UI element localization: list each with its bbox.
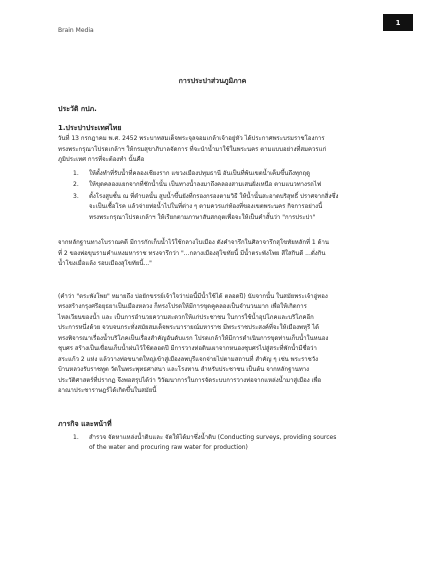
text-line: จะเป็นเชื้อโรค แล้วจ่ายท่อน้ำไปในที่ต่าง ๆ ตามควรแก่ท้องที่ของเขตพระนคร กิจการอย่างนี้ bbox=[89, 203, 323, 210]
text-line: จากหลักฐานทางโบราณคดี มีการกักเก็บน้ำไว้ใช้กลางโบเมือง ดังคำจารึกในศิลาจารึกสุโขทัยหลักที่ 1 ด้าน bbox=[58, 239, 329, 246]
text-line: (คำว่า "ตระพังโพย" หมายถึง บ่อยักขรรย์เจ้าใจว่าบ่อนี้มีน้ำใช้ได้ ตลอดปี) นับจากนั้น ในสมัยพระเจ้าอู่ทอง bbox=[58, 292, 328, 300]
text-line: ทรงสร้างกรุงศรีอยุธยาเป็นเมืองหลวง ก็ทรงโปรดให้มีการขุดคูคลองเป็นจำนวนมาก เพื่อให้เกิดการ bbox=[58, 303, 307, 310]
text-line: อาณาประชาราษฎร์ได้เกิดขึ้นในสมัยนี้ bbox=[58, 387, 157, 394]
list-number: 2. bbox=[73, 181, 79, 188]
duties-heading: ภารกิจ และหน้าที่ bbox=[58, 419, 112, 428]
text-line: น้ำโขงเมื่อแล้ง รอบเมืองสุโขทัยนี้..." bbox=[58, 260, 152, 267]
intro-paragraph bbox=[58, 134, 380, 166]
text-line: ให้ขุดคลองแยกจากที่ชักน้ำนั้น เป็นทางน้ำลงมาถึงคลองสามเสนฝั่งเหนือ ตามแนวทางรถไฟ bbox=[89, 181, 322, 188]
intro-list bbox=[58, 169, 380, 224]
document-body bbox=[58, 104, 380, 455]
text-line: ประการหนึ่งด้วย จวบจนกระทั่งสมัยสมเด็จพระนารายณ์มหาราช มีพระราชประสงค์ที่จะให้เมืองพหุรี ได้ bbox=[58, 324, 319, 331]
text-line: วันที่ 13 กรกฎาคม พ.ศ. 2452 พระบาทสมเด็จพระจุลจอมเกล้าเจ้าอยู่หัว ได้ประกาศพระบรมราชโองการ bbox=[58, 135, 325, 142]
list-number: 1. bbox=[73, 169, 79, 177]
section-heading: ประวัติ กปภ. bbox=[58, 105, 97, 113]
list-item bbox=[58, 180, 380, 191]
header-brand: Brain Media bbox=[58, 27, 94, 34]
history-heading: 1.ประปาประเทศไทย bbox=[58, 124, 122, 132]
text-line: ตั้งโรงสูบชั้น ณ ที่ตำบลนั้น สูบน้ำขึ้นยังที่กรองกรองตามวิธี ให้น้ำนั้นสะอาดบริสุทธิ์ ปราศจากสิ่งซึ่ง bbox=[89, 192, 339, 200]
text-line: สระแก้ว 2 แห่ง แล้ววางท่อขนาดใหญ่เข้าสู่เมืองลพบุรีแจกจ่ายไปตามสถานที่ สำคัญ ๆ เช่น พระราชวัง bbox=[58, 355, 319, 363]
text-line: ชุบศร สร้างเป็นเขื่อนเก็บน้ำฝนไว้ใช้ตลอดปี มีการวางท่อดินเผาจากหนองชุบศรไปสู่สระที่พักน้ำมีชื่อว่า bbox=[58, 345, 317, 352]
duties-list bbox=[58, 433, 380, 454]
text-line: ให้ตั้งทำที่รับน้ำที่คลองเชียงราก แขวงเมืองปทุมธานี อันเป็นที่พ้นเขตน้ำเค็มขึ้นถึงทุกฤดู bbox=[89, 169, 311, 177]
list-number: 3. bbox=[73, 192, 79, 200]
text-line: บ้านหลวงรับราชทูต วัดในพระพุทธศาสนา และโรงทาน สำหรับประชาชน เป็นต้น จากหลักฐานทาง bbox=[58, 366, 310, 373]
text-line: ภูมิประเทศ การที่จะต้องทำ นั้นคือ bbox=[58, 156, 145, 163]
explanation-paragraph bbox=[58, 292, 380, 397]
text-line: ไหลเวียนของน้ำ และ เป็นการอำนวยความสะดวกให้แก่ประชาชน ในการใช้น้ำอุปโภคและบริโภคอีก bbox=[58, 313, 314, 321]
text-line: ที่ 2 ของพ่อขุนรามคำแหงมหาราช ทรงจารึกว่า "...กลางเมืองสุโขทัยนี้ มีน้ำตระพังโพย สีใสกินดี ...ดั่งกิน bbox=[58, 249, 326, 257]
text-line: ทรงพิจารณาเรื่องน้ำบริโภคเป็นเรื่องสำคัญอันดับแรก โปรดเกล้าให้มีการดำเนินการขุดท่านเก็บน้ำในหนอง bbox=[58, 334, 329, 342]
list-item bbox=[58, 433, 380, 454]
page-number-badge: 1 bbox=[383, 14, 413, 31]
list-item bbox=[58, 192, 380, 224]
inscription-paragraph bbox=[58, 238, 380, 270]
list-item bbox=[58, 169, 380, 180]
text-line: of the water and procuring raw water for production) bbox=[89, 444, 248, 451]
document-title: การประปาส่วนภูมิภาค bbox=[178, 77, 247, 85]
text-line: ประวัติศาสตร์ที่ปรากฏ จึงพอสรุปได้ว่า วิวัฒนาการในการจัดระบบการวางท่อจากแหล่งน้ำมาสู่เมือง เพื่อ bbox=[58, 376, 322, 384]
text-line: ทรงพระกรุณาโปรดเกล้าฯ ให้กรมสุขาภิบาลจัดการ ที่จะนำน้ำมาใช้ในพระนคร ตามแบบอย่างที่สมควรแก่ bbox=[58, 145, 327, 153]
text-line: ทรงพระกรุณาโปรดเกล้าฯ ให้เรียกตามภาษาสันสกฤตเพื่อจะให้เป็นคำสั้นว่า "การประปา" bbox=[89, 213, 316, 221]
list-number: 1. bbox=[73, 433, 79, 441]
text-line: สำรวจ จัดหาแหล่งน้ำดิบและ จัดให้ได้มาซึ่งน้ำดิบ (Conducting surveys, providing sources bbox=[89, 433, 337, 441]
